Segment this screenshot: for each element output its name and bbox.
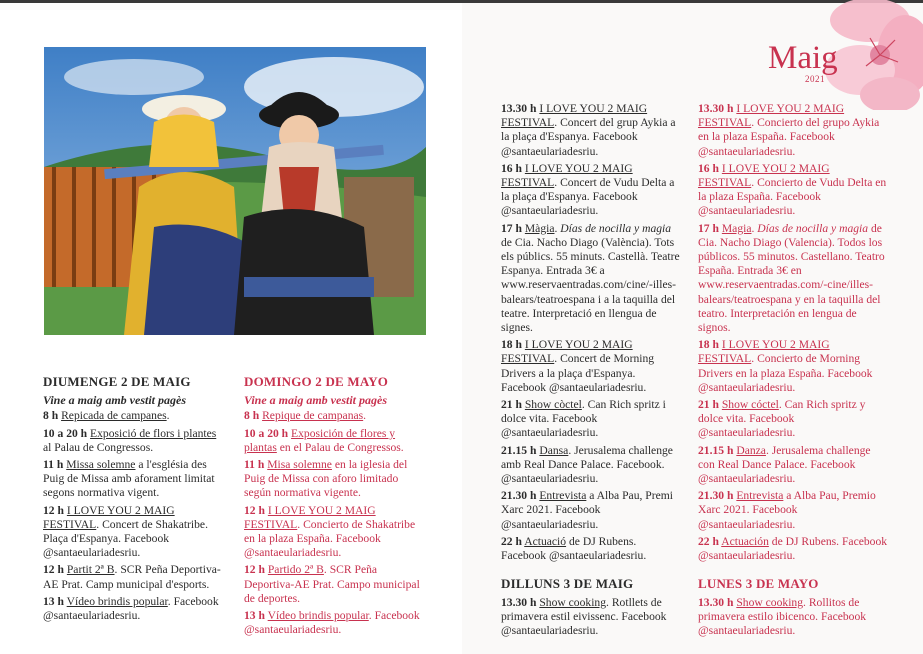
event-details: . Concierto de Vudu Delta en la plaza España. Facebook @santaeulariadesriu. xyxy=(698,176,887,218)
event-details: . Concert de Vudu Delta a la plaça d'Espanya. Facebook @santaeulariadesriu. xyxy=(501,176,675,218)
event-time: 12 h xyxy=(244,503,265,517)
event-title: Actuació xyxy=(524,534,567,548)
event-details: . Concierto del grupo Aykia en la plaza España. Facebook @santaeulariadesriu. xyxy=(698,116,880,158)
event-time: 21.30 h xyxy=(501,489,537,503)
event-time: 12 h xyxy=(43,503,64,517)
event-item xyxy=(244,504,424,561)
event-details: de DJ Rubens. Facebook @santaeulariadesriu. xyxy=(698,534,888,563)
event-title: Repicada de campanes xyxy=(61,409,167,423)
event-details: . SCR Peña Deportiva-AE Prat. Campo municipal de deportes. xyxy=(244,563,420,605)
event-details: a Alba Pau, Premio Xarc 2021. Facebook @santaeulariadesriu. xyxy=(698,489,876,531)
event-title: I LOVE YOU 2 MAIG FESTIVAL xyxy=(244,503,376,531)
event-details: . xyxy=(363,409,367,423)
event-item xyxy=(501,489,683,532)
event-item xyxy=(698,102,888,159)
day-heading: DIUMENGE 2 DE MAIG xyxy=(43,374,191,389)
event-details: . Facebook @santaeulariadesriu. xyxy=(244,609,420,637)
event-details: . SCR Peña Deportiva-AE Prat. Camp municipal d'esports. xyxy=(43,563,221,591)
event-title: Entrevista xyxy=(539,489,587,503)
event-title: I LOVE YOU 2 MAIG FESTIVAL xyxy=(501,161,633,190)
event-time: 12 h xyxy=(244,563,265,577)
event-item xyxy=(501,596,683,639)
event-time: 11 h xyxy=(244,458,265,472)
event-details: de Cia. Nacho Diago (Valencia). Todos los públicos. 55 minutos. Castellano. Teatro España. Entrada 3€ en www.reservaentradas.com/-cine/illes-balears/teatroespana y en la taquilla del teatro. Interpretación en lengua de signos. xyxy=(698,221,885,335)
event-item xyxy=(244,609,424,637)
event-title: Show còctel xyxy=(524,398,582,412)
event-title: Actuación xyxy=(721,534,769,548)
event-time: 13.30 h xyxy=(698,595,734,609)
event-item: 17 h Màgia. Días de nocilla y magia de Cia. Nacho Diago (València). Tots els públics. 55 minuts. Castellà. Teatre Espanya. Entrada 3€ a www.reservaentradas.com/cine/-illes-balears/teatroespana i a la taquilla del teatre. Interpretació en llengua de signes. xyxy=(501,221,680,335)
event-time: 16 h xyxy=(501,161,522,175)
event-details: . Can Rich spritz i dolce vita. Facebook @santaeulariadesriu. xyxy=(501,398,666,440)
event-item: 17 h Magia. Días de nocilla y magia de Cia. Nacho Diago (Valencia). Todos los públicos. 55 minutos. Castellano. Teatro España. Entrada 3€ en www.reservaentradas.com/-cine/illes-balears/teatroespana y en la taquilla del teatro. Interpretación en lengua de signos. xyxy=(698,221,885,335)
event-list xyxy=(43,409,223,623)
event-details: de Cia. Nacho Diago (València). Tots els públics. 55 minuts. Castellà. Teatre Espanya. Entrada 3€ a www.reservaentradas.com/cine/-illes-balears/teatroespana i a la taquilla del teatre. Interpretació en llengua de signes. xyxy=(501,235,680,335)
event-time: 11 h xyxy=(43,458,64,472)
event-details: a Alba Pau, Premi Xarc 2021. Facebook @santaeulariadesriu. xyxy=(501,489,673,531)
event-title: Danza xyxy=(736,443,766,457)
event-time: 10 a 20 h xyxy=(43,426,88,440)
event-details: . Can Rich spritz y dolce vita. Facebook @santaeulariadesriu. xyxy=(698,398,866,440)
cart-painting-image xyxy=(44,47,426,335)
event-details: . Concierto de Shakatribe en la plaza España. Facebook @santaeulariadesriu. xyxy=(244,517,416,560)
day-heading: LUNES 3 DE MAYO xyxy=(698,576,819,592)
event-time: 17 h xyxy=(698,221,719,235)
event-time: 21.30 h xyxy=(698,489,734,503)
event-item xyxy=(43,595,223,623)
event-title: Dansa xyxy=(539,443,569,457)
event-details: al Palau de Congressos. xyxy=(43,440,154,454)
event-item xyxy=(501,444,683,487)
event-title: Entrevista xyxy=(736,489,784,503)
event-item xyxy=(244,427,424,455)
event-title: Missa solemne xyxy=(66,458,136,472)
event-item xyxy=(698,596,888,639)
event-time: 8 h xyxy=(244,409,260,423)
day-heading: DOMINGO 2 DE MAYO xyxy=(244,374,389,389)
event-item xyxy=(244,458,424,501)
event-details: en el Palau de Congressos. xyxy=(276,440,404,454)
event-show-name: Días de nocilla y magia xyxy=(757,221,869,235)
month-title: Maig xyxy=(768,40,838,76)
event-item xyxy=(43,563,223,591)
event-time: 21.15 h xyxy=(698,443,734,457)
event-title: Repique de campanas xyxy=(262,409,364,423)
event-details: . xyxy=(166,409,170,423)
event-list xyxy=(501,596,683,639)
event-show-name: Días de nocilla y magia xyxy=(560,221,672,235)
event-title: Màgia xyxy=(524,221,555,235)
event-details: en la iglesia del Puig de Missa con aforo limitado según normativa vigente. xyxy=(244,458,408,500)
event-item xyxy=(244,563,424,606)
event-item xyxy=(698,398,888,441)
event-title: Partit 2ª B xyxy=(66,563,115,577)
event-time: 13.30 h xyxy=(501,595,537,609)
event-title: Exposición de flores y plantas xyxy=(244,426,396,454)
event-item xyxy=(43,427,223,455)
left-catalan-column xyxy=(43,375,223,626)
event-time: 8 h xyxy=(43,409,59,423)
event-time: 22 h xyxy=(698,534,719,548)
event-time: 12 h xyxy=(43,563,64,577)
event-title: Show cooking xyxy=(539,595,607,609)
event-item xyxy=(43,409,223,423)
day-heading: DILLUNS 3 DE MAIG xyxy=(501,576,634,592)
event-title: I LOVE YOU 2 MAIG FESTIVAL xyxy=(501,102,648,130)
event-item xyxy=(698,162,888,219)
right-spanish-column xyxy=(698,102,888,641)
event-title: Misa solemne xyxy=(267,458,332,472)
day-subtitle: Vine a maig amb vestit pagès xyxy=(43,393,186,408)
event-title: I LOVE YOU 2 MAIG FESTIVAL xyxy=(501,338,633,366)
event-title: Show cooking xyxy=(736,595,804,609)
event-item xyxy=(698,338,888,395)
event-details: . Rollitos de primavera estilo ibicenco. Facebook @santaeulariadesriu. xyxy=(698,595,867,637)
event-title: Exposició de flors i plantes xyxy=(90,426,217,440)
day-subtitle: Vine a maig amb vestit pagès xyxy=(244,393,387,408)
event-item xyxy=(43,504,223,561)
event-details: de DJ Rubens. Facebook @santaeulariadesriu. xyxy=(501,534,647,563)
event-title: I LOVE YOU 2 MAIG FESTIVAL xyxy=(698,102,845,130)
event-item xyxy=(501,535,683,563)
event-time: 22 h xyxy=(501,534,522,548)
event-time: 10 a 20 h xyxy=(244,426,289,440)
event-item xyxy=(501,398,683,441)
event-time: 21.15 h xyxy=(501,443,537,457)
event-item xyxy=(501,102,683,159)
event-item xyxy=(43,458,223,501)
left-spanish-column xyxy=(244,375,424,640)
event-time: 16 h xyxy=(698,161,719,175)
event-item xyxy=(698,535,888,563)
event-item xyxy=(698,444,888,487)
event-details: . Concert de Shakatribe. Plaça d'Espanya. Facebook @santaeulariadesriu. xyxy=(43,517,208,560)
event-title: Magia xyxy=(721,221,752,235)
event-time: 18 h xyxy=(501,338,522,352)
event-title: Partido 2ª B xyxy=(267,563,324,577)
event-details: . Facebook @santaeulariadesriu. xyxy=(43,594,219,623)
event-time: 18 h xyxy=(698,338,719,352)
event-details: a l'església des Puig de Missa amb aforament limitat segons normativa vigent. xyxy=(43,458,215,500)
event-title: I LOVE YOU 2 MAIG FESTIVAL xyxy=(698,161,830,190)
right-catalan-column xyxy=(501,102,683,641)
event-title: I LOVE YOU 2 MAIG FESTIVAL xyxy=(698,338,830,366)
event-time: 13.30 h xyxy=(501,102,537,115)
event-time: 21 h xyxy=(501,398,522,412)
event-time: 17 h xyxy=(501,221,522,235)
event-title: Show cóctel xyxy=(721,398,779,412)
event-item xyxy=(501,338,683,395)
event-title: Vídeo brindis popular xyxy=(66,594,168,608)
event-list xyxy=(501,102,683,563)
event-time: 13.30 h xyxy=(698,102,734,115)
event-details: . Concierto de Morning Drivers en la plaza España. Facebook @santaeulariadesriu. xyxy=(698,352,873,394)
event-item xyxy=(244,409,424,423)
event-time: 21 h xyxy=(698,398,719,412)
event-list xyxy=(698,596,888,639)
event-list xyxy=(698,102,888,563)
event-details: . Rotllets de primavera estil eivissenc. Facebook @santaeulariadesriu. xyxy=(501,595,667,637)
event-title: I LOVE YOU 2 MAIG FESTIVAL xyxy=(43,503,175,531)
year-label: 2021 xyxy=(805,74,825,84)
event-item xyxy=(698,489,888,532)
event-details: . Jerusalema challenge con Real Dance Palace. Facebook @santaeulariadesriu. xyxy=(698,443,871,486)
event-title: Vídeo brindis popular xyxy=(267,609,369,623)
event-details: . Concert de Morning Drivers a la plaça d'Espanya. Facebook @santaeulariadesriu. xyxy=(501,352,655,394)
event-time: 13 h xyxy=(43,594,64,608)
event-item xyxy=(501,162,683,219)
event-time: 13 h xyxy=(244,609,265,623)
event-list xyxy=(244,409,424,637)
event-details: . Concert del grup Aykia a la plaça d'Espanya. Facebook @santaeulariadesriu. xyxy=(501,116,676,158)
event-details: . Jerusalema challenge amb Real Dance Palace. Facebook. @santaeulariadesriu. xyxy=(501,443,673,486)
